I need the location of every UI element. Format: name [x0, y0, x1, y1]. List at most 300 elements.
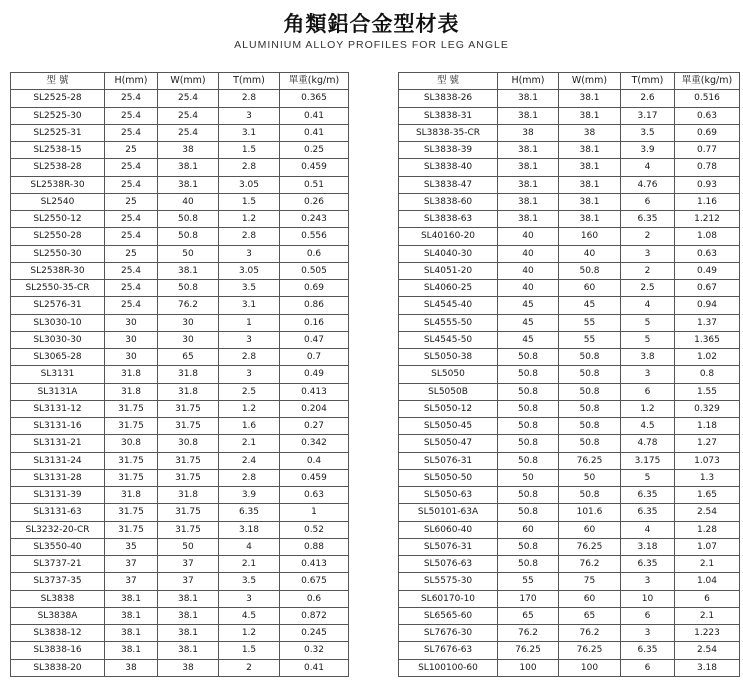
column-header-width: W(mm): [559, 73, 621, 90]
table-row: [11, 331, 349, 348]
thickness-cell: 2.4: [219, 452, 280, 469]
width-cell: 76.25: [559, 538, 621, 555]
width-cell: 50: [158, 245, 219, 262]
page-title: 角類鋁合金型材表: [283, 12, 460, 36]
model-cell: SL2540: [11, 193, 105, 210]
thickness-cell: 3.1: [219, 124, 280, 141]
model-cell: SL2550-35-CR: [11, 280, 105, 297]
width-cell: 38.1: [559, 107, 621, 124]
thickness-cell: 2.8: [219, 469, 280, 486]
table-row: [399, 280, 740, 297]
model-cell: SL3838-26: [399, 90, 498, 107]
unit-weight-cell: 0.63: [675, 107, 740, 124]
thickness-cell: 3.18: [621, 538, 675, 555]
model-cell: SL3838-35-CR: [399, 124, 498, 141]
unit-weight-cell: 0.7: [280, 349, 349, 366]
thickness-cell: 4.76: [621, 176, 675, 193]
height-cell: 170: [498, 590, 559, 607]
thickness-cell: 6.35: [621, 504, 675, 521]
thickness-cell: 4: [621, 521, 675, 538]
model-cell: SL5050-63: [399, 487, 498, 504]
model-cell: SL3131-24: [11, 452, 105, 469]
model-cell: SL2550-30: [11, 245, 105, 262]
height-cell: 38.1: [105, 625, 158, 642]
width-cell: 101.6: [559, 504, 621, 521]
unit-weight-cell: 1.08: [675, 228, 740, 245]
unit-weight-cell: 0.204: [280, 400, 349, 417]
height-cell: 50.8: [498, 556, 559, 573]
width-cell: 50: [559, 469, 621, 486]
height-cell: 25.4: [105, 107, 158, 124]
model-cell: SL3131-28: [11, 469, 105, 486]
width-cell: 38.1: [559, 193, 621, 210]
unit-weight-cell: 1.073: [675, 452, 740, 469]
width-cell: 30.8: [158, 435, 219, 452]
unit-weight-cell: 2.54: [675, 642, 740, 659]
width-cell: 37: [158, 556, 219, 573]
unit-weight-cell: 0.32: [280, 642, 349, 659]
unit-weight-cell: 0.26: [280, 193, 349, 210]
unit-weight-cell: 0.8: [675, 366, 740, 383]
model-cell: SL3838-31: [399, 107, 498, 124]
unit-weight-cell: 0.51: [280, 176, 349, 193]
height-cell: 30.8: [105, 435, 158, 452]
unit-weight-cell: 1.3: [675, 469, 740, 486]
model-cell: SL5575-30: [399, 573, 498, 590]
table-row: [11, 556, 349, 573]
thickness-cell: 2.8: [219, 349, 280, 366]
unit-weight-cell: 0.52: [280, 521, 349, 538]
height-cell: 55: [498, 573, 559, 590]
height-cell: 25.4: [105, 297, 158, 314]
thickness-cell: 2.1: [219, 435, 280, 452]
table-row: [11, 176, 349, 193]
thickness-cell: 3: [219, 331, 280, 348]
thickness-cell: 6.35: [621, 487, 675, 504]
unit-weight-cell: 0.41: [280, 124, 349, 141]
unit-weight-cell: 0.872: [280, 607, 349, 624]
table-row: [11, 521, 349, 538]
unit-weight-cell: 0.49: [280, 366, 349, 383]
width-cell: 38.1: [559, 142, 621, 159]
thickness-cell: 6.35: [219, 504, 280, 521]
thickness-cell: 4.78: [621, 435, 675, 452]
table-row: [399, 538, 740, 555]
width-cell: 60: [559, 590, 621, 607]
table-row: [11, 349, 349, 366]
width-cell: 50.8: [559, 262, 621, 279]
unit-weight-cell: 1.37: [675, 314, 740, 331]
table-row: [11, 504, 349, 521]
model-cell: SL3030-10: [11, 314, 105, 331]
spec-table-left: [10, 72, 349, 677]
width-cell: 38.1: [158, 159, 219, 176]
unit-weight-cell: 0.63: [675, 245, 740, 262]
unit-weight-cell: 2.54: [675, 504, 740, 521]
unit-weight-cell: 3.18: [675, 659, 740, 676]
table-row: [11, 418, 349, 435]
thickness-cell: 3.1: [219, 297, 280, 314]
table-row: [399, 142, 740, 159]
table-row: [399, 297, 740, 314]
table-row: [11, 262, 349, 279]
height-cell: 38: [105, 659, 158, 676]
table-row: [399, 349, 740, 366]
thickness-cell: 6: [621, 193, 675, 210]
thickness-cell: 3.5: [219, 280, 280, 297]
thickness-cell: 2.6: [621, 90, 675, 107]
model-cell: SL3550-40: [11, 538, 105, 555]
unit-weight-cell: 0.49: [675, 262, 740, 279]
model-cell: SL2525-31: [11, 124, 105, 141]
table-row: [399, 245, 740, 262]
unit-weight-cell: 0.93: [675, 176, 740, 193]
thickness-cell: 1.5: [219, 142, 280, 159]
table-row: [399, 314, 740, 331]
table-row: [11, 642, 349, 659]
width-cell: 76.25: [559, 452, 621, 469]
unit-weight-cell: 1.212: [675, 211, 740, 228]
model-cell: SL40160-20: [399, 228, 498, 245]
model-cell: SL3131: [11, 366, 105, 383]
height-cell: 25.4: [105, 176, 158, 193]
thickness-cell: 3: [621, 573, 675, 590]
table-row: [399, 228, 740, 245]
unit-weight-cell: 0.41: [280, 659, 349, 676]
thickness-cell: 1.6: [219, 418, 280, 435]
model-cell: SL3838-16: [11, 642, 105, 659]
height-cell: 31.75: [105, 504, 158, 521]
width-cell: 31.75: [158, 521, 219, 538]
width-cell: 31.75: [158, 504, 219, 521]
thickness-cell: 3: [219, 590, 280, 607]
table-row: [399, 262, 740, 279]
thickness-cell: 3.5: [219, 573, 280, 590]
thickness-cell: 3: [219, 366, 280, 383]
height-cell: 50.8: [498, 400, 559, 417]
height-cell: 37: [105, 573, 158, 590]
height-cell: 30: [105, 349, 158, 366]
height-cell: 50.8: [498, 538, 559, 555]
height-cell: 38.1: [498, 107, 559, 124]
width-cell: 38.1: [158, 176, 219, 193]
unit-weight-cell: 0.77: [675, 142, 740, 159]
thickness-cell: 10: [621, 590, 675, 607]
model-cell: SL7676-30: [399, 625, 498, 642]
height-cell: 35: [105, 538, 158, 555]
unit-weight-cell: 0.505: [280, 262, 349, 279]
height-cell: 38.1: [105, 590, 158, 607]
width-cell: 160: [559, 228, 621, 245]
height-cell: 45: [498, 297, 559, 314]
height-cell: 38: [498, 124, 559, 141]
model-cell: SL3131-63: [11, 504, 105, 521]
thickness-cell: 2.8: [219, 159, 280, 176]
width-cell: 38.1: [559, 90, 621, 107]
width-cell: 45: [559, 297, 621, 314]
height-cell: 50.8: [498, 504, 559, 521]
model-cell: SL2538-15: [11, 142, 105, 159]
height-cell: 38.1: [498, 176, 559, 193]
unit-weight-cell: 0.6: [280, 590, 349, 607]
height-cell: 31.8: [105, 487, 158, 504]
height-cell: 76.25: [498, 642, 559, 659]
height-cell: 38.1: [498, 90, 559, 107]
thickness-cell: 3.05: [219, 176, 280, 193]
thickness-cell: 2.8: [219, 228, 280, 245]
model-cell: SL3838-63: [399, 211, 498, 228]
thickness-cell: 6: [621, 607, 675, 624]
thickness-cell: 5: [621, 314, 675, 331]
thickness-cell: 6: [621, 383, 675, 400]
table-row: [399, 383, 740, 400]
thickness-cell: 2: [621, 262, 675, 279]
width-cell: 38.1: [559, 211, 621, 228]
width-cell: 50.8: [559, 366, 621, 383]
table-row: [11, 314, 349, 331]
width-cell: 38.1: [559, 176, 621, 193]
model-cell: SL3838-20: [11, 659, 105, 676]
model-cell: SL5050B: [399, 383, 498, 400]
thickness-cell: 2.5: [219, 383, 280, 400]
width-cell: 25.4: [158, 107, 219, 124]
height-cell: 25.4: [105, 228, 158, 245]
model-cell: SL2538-28: [11, 159, 105, 176]
table-row: [11, 452, 349, 469]
width-cell: 65: [158, 349, 219, 366]
unit-weight-cell: 1.07: [675, 538, 740, 555]
height-cell: 40: [498, 228, 559, 245]
table-row: [11, 245, 349, 262]
model-cell: SL6060-40: [399, 521, 498, 538]
model-cell: SL60170-10: [399, 590, 498, 607]
height-cell: 38.1: [498, 211, 559, 228]
table-row: [399, 452, 740, 469]
thickness-cell: 1: [219, 314, 280, 331]
table-row: [11, 625, 349, 642]
page-header: [0, 10, 743, 51]
table-row: [11, 400, 349, 417]
unit-weight-cell: 1.223: [675, 625, 740, 642]
width-cell: 50.8: [158, 228, 219, 245]
unit-weight-cell: 0.67: [675, 280, 740, 297]
table-row: [399, 211, 740, 228]
model-cell: SL3838-40: [399, 159, 498, 176]
model-cell: SL5076-31: [399, 452, 498, 469]
table-row: [399, 504, 740, 521]
width-cell: 31.75: [158, 418, 219, 435]
thickness-cell: 3: [621, 366, 675, 383]
width-cell: 31.75: [158, 400, 219, 417]
height-cell: 45: [498, 314, 559, 331]
model-cell: SL3232-20-CR: [11, 521, 105, 538]
height-cell: 50.8: [498, 366, 559, 383]
unit-weight-cell: 0.86: [280, 297, 349, 314]
thickness-cell: 6.35: [621, 642, 675, 659]
height-cell: 25.4: [105, 280, 158, 297]
height-cell: 30: [105, 314, 158, 331]
unit-weight-cell: 0.243: [280, 211, 349, 228]
model-cell: SL3838-60: [399, 193, 498, 210]
model-cell: SL2538R-30: [11, 176, 105, 193]
thickness-cell: 1.5: [219, 642, 280, 659]
table-row: [399, 331, 740, 348]
model-cell: SL3737-35: [11, 573, 105, 590]
thickness-cell: 3.18: [219, 521, 280, 538]
height-cell: 50.8: [498, 452, 559, 469]
width-cell: 38.1: [158, 625, 219, 642]
height-cell: 45: [498, 331, 559, 348]
model-cell: SL3131-12: [11, 400, 105, 417]
unit-weight-cell: 0.47: [280, 331, 349, 348]
model-cell: SL3838A: [11, 607, 105, 624]
thickness-cell: 1.2: [219, 625, 280, 642]
table-row: [11, 607, 349, 624]
model-cell: SL3838-47: [399, 176, 498, 193]
unit-weight-cell: 1.365: [675, 331, 740, 348]
table-row: [399, 556, 740, 573]
thickness-cell: 3: [219, 245, 280, 262]
width-cell: 38.1: [559, 159, 621, 176]
height-cell: 31.8: [105, 383, 158, 400]
height-cell: 100: [498, 659, 559, 676]
table-header-row: [399, 73, 740, 90]
width-cell: 25.4: [158, 124, 219, 141]
thickness-cell: 3: [219, 107, 280, 124]
height-cell: 25.4: [105, 262, 158, 279]
table-row: [399, 607, 740, 624]
thickness-cell: 6.35: [621, 556, 675, 573]
unit-weight-cell: 0.25: [280, 142, 349, 159]
width-cell: 75: [559, 573, 621, 590]
width-cell: 38.1: [158, 642, 219, 659]
unit-weight-cell: 1.04: [675, 573, 740, 590]
unit-weight-cell: 0.41: [280, 107, 349, 124]
model-cell: SL6565-60: [399, 607, 498, 624]
table-row: [11, 487, 349, 504]
model-cell: SL5050-50: [399, 469, 498, 486]
table-row: [11, 366, 349, 383]
thickness-cell: 1.2: [219, 400, 280, 417]
width-cell: 31.8: [158, 366, 219, 383]
model-cell: SL7676-63: [399, 642, 498, 659]
model-cell: SL5050-45: [399, 418, 498, 435]
width-cell: 25.4: [158, 90, 219, 107]
thickness-cell: 3.9: [219, 487, 280, 504]
table-row: [11, 142, 349, 159]
thickness-cell: 3.9: [621, 142, 675, 159]
table-row: [11, 383, 349, 400]
width-cell: 50.8: [158, 280, 219, 297]
thickness-cell: 2.1: [219, 556, 280, 573]
table-row: [399, 573, 740, 590]
unit-weight-cell: 0.69: [675, 124, 740, 141]
table-row: [11, 124, 349, 141]
width-cell: 30: [158, 331, 219, 348]
table-row: [399, 435, 740, 452]
thickness-cell: 6.35: [621, 211, 675, 228]
unit-weight-cell: 0.6: [280, 245, 349, 262]
table-row: [399, 366, 740, 383]
width-cell: 60: [559, 521, 621, 538]
unit-weight-cell: 0.459: [280, 469, 349, 486]
table-row: [399, 659, 740, 676]
thickness-cell: 3.05: [219, 262, 280, 279]
height-cell: 31.75: [105, 521, 158, 538]
height-cell: 50.8: [498, 487, 559, 504]
table-row: [399, 107, 740, 124]
thickness-cell: 3.8: [621, 349, 675, 366]
unit-weight-cell: 0.459: [280, 159, 349, 176]
height-cell: 50.8: [498, 435, 559, 452]
thickness-cell: 1.5: [219, 193, 280, 210]
unit-weight-cell: 0.413: [280, 556, 349, 573]
model-cell: SL3131A: [11, 383, 105, 400]
model-cell: SL2550-12: [11, 211, 105, 228]
model-cell: SL4545-50: [399, 331, 498, 348]
width-cell: 40: [158, 193, 219, 210]
model-cell: SL3838-39: [399, 142, 498, 159]
width-cell: 38.1: [158, 590, 219, 607]
table-row: [11, 107, 349, 124]
thickness-cell: 2: [621, 228, 675, 245]
model-cell: SL3065-28: [11, 349, 105, 366]
model-cell: SL2576-31: [11, 297, 105, 314]
unit-weight-cell: 1.55: [675, 383, 740, 400]
thickness-cell: 2.8: [219, 90, 280, 107]
thickness-cell: 3: [621, 245, 675, 262]
table-row: [11, 193, 349, 210]
height-cell: 38.1: [498, 159, 559, 176]
thickness-cell: 4: [219, 538, 280, 555]
model-cell: SL3131-39: [11, 487, 105, 504]
height-cell: 37: [105, 556, 158, 573]
table-row: [399, 625, 740, 642]
thickness-cell: 4.5: [621, 418, 675, 435]
table-header-row: [11, 73, 349, 90]
height-cell: 31.75: [105, 469, 158, 486]
width-cell: 76.25: [559, 642, 621, 659]
table-row: [399, 159, 740, 176]
height-cell: 31.8: [105, 366, 158, 383]
thickness-cell: 3.17: [621, 107, 675, 124]
thickness-cell: 3.175: [621, 452, 675, 469]
width-cell: 50.8: [559, 400, 621, 417]
height-cell: 31.75: [105, 400, 158, 417]
height-cell: 25: [105, 142, 158, 159]
table-row: [399, 590, 740, 607]
height-cell: 76.2: [498, 625, 559, 642]
height-cell: 31.75: [105, 452, 158, 469]
table-row: [399, 487, 740, 504]
thickness-cell: 3.5: [621, 124, 675, 141]
model-cell: SL5076-63: [399, 556, 498, 573]
unit-weight-cell: 0.94: [675, 297, 740, 314]
table-row: [11, 590, 349, 607]
unit-weight-cell: 0.329: [675, 400, 740, 417]
unit-weight-cell: 0.4: [280, 452, 349, 469]
unit-weight-cell: 1.27: [675, 435, 740, 452]
unit-weight-cell: 1.65: [675, 487, 740, 504]
column-header-model: 型 號: [11, 73, 105, 90]
unit-weight-cell: 1: [280, 504, 349, 521]
height-cell: 65: [498, 607, 559, 624]
unit-weight-cell: 0.516: [675, 90, 740, 107]
width-cell: 50: [158, 538, 219, 555]
width-cell: 50.8: [559, 418, 621, 435]
table-row: [11, 435, 349, 452]
unit-weight-cell: 0.245: [280, 625, 349, 642]
